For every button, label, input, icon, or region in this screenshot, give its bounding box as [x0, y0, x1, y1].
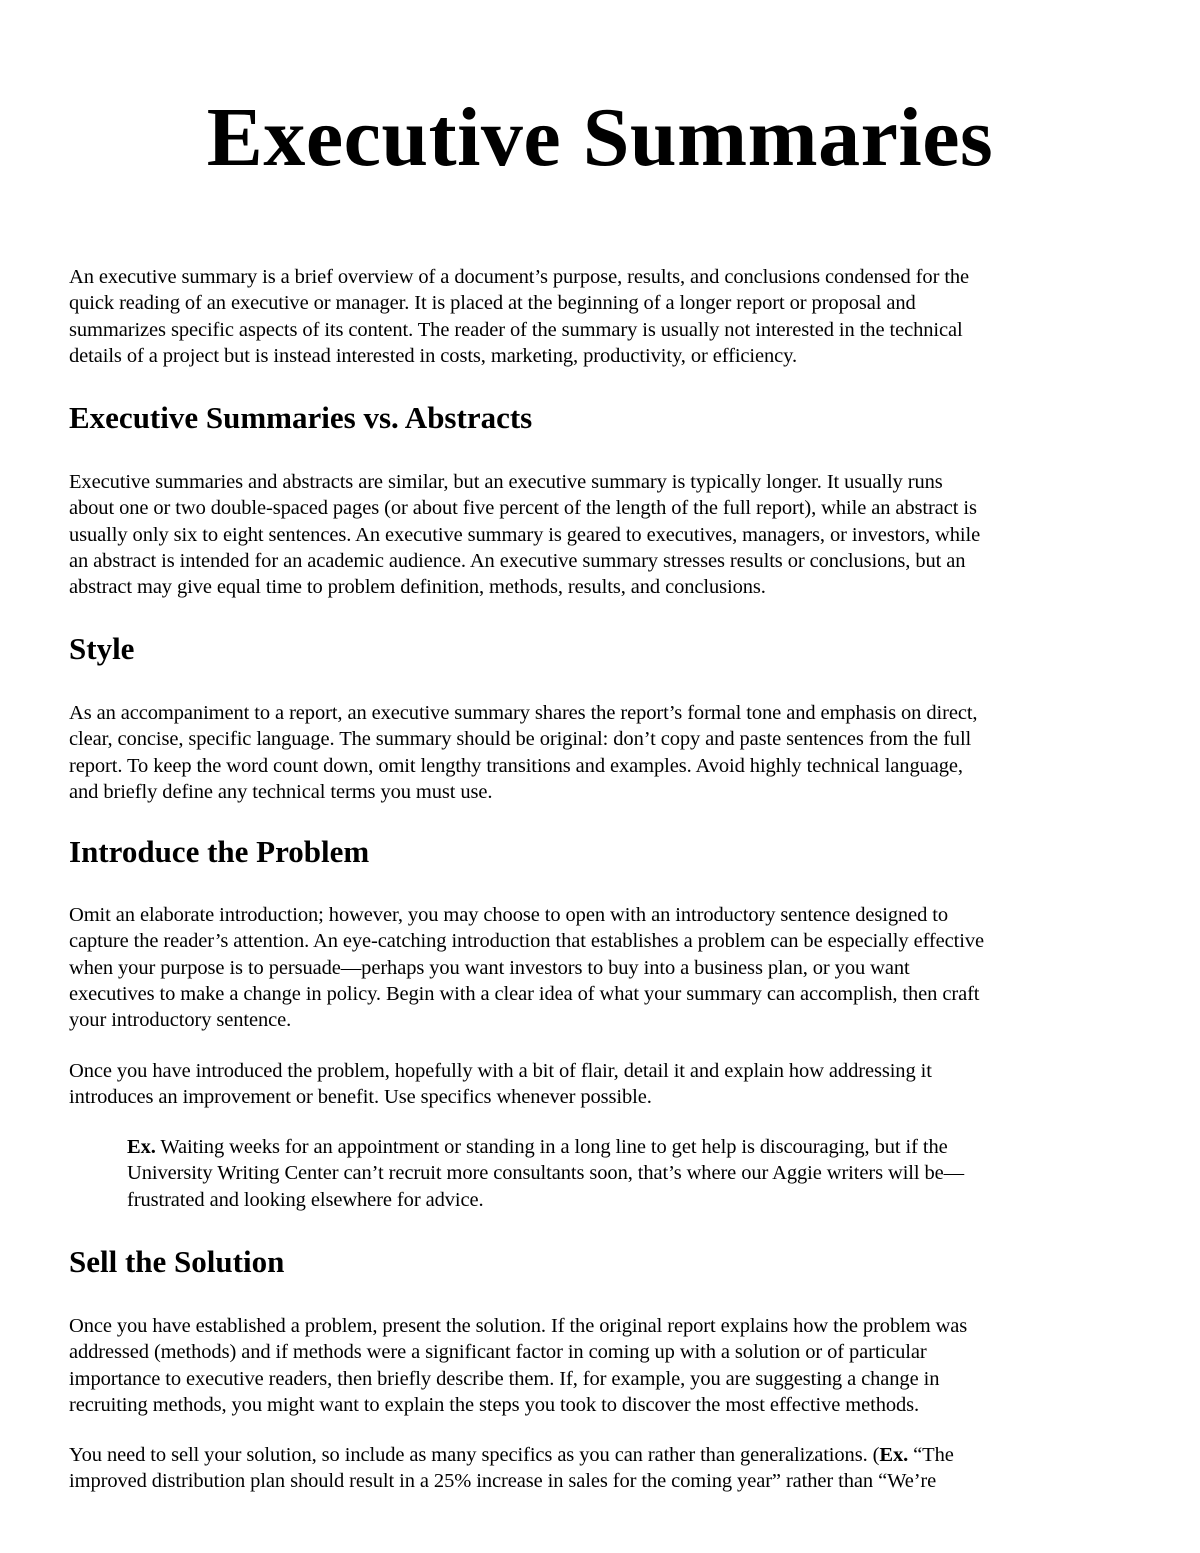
document-title: Executive Summaries [206, 91, 994, 184]
vs-abstracts-paragraph [69, 469, 1159, 600]
example-block [127, 1134, 1167, 1213]
intro-paragraph [69, 264, 1159, 369]
text-line: recruiting methods, you might want to explain the steps you took to discover the most effective methods. [69, 1393, 920, 1416]
text-line [69, 1442, 1159, 1468]
example-label: Ex. [879, 1444, 909, 1466]
text-line: an abstract is intended for an academic audience. An executive summary stresses results or conclusions, but an [69, 549, 966, 572]
text-line: summarizes specific aspects of its content. The reader of the summary is usually not interested in the technical [69, 318, 963, 341]
text-line: details of a project but is instead interested in costs, marketing, productivity, or efficiency. [69, 344, 798, 367]
section-heading-vs-abstracts: Executive Summaries vs. Abstracts [69, 400, 533, 435]
text-line: Once you have established a problem, present the solution. If the original report explains how the problem was [69, 1315, 968, 1337]
section-heading-style: Style [69, 631, 135, 666]
text-line: improved distribution plan should result in a 25% increase in sales for the coming year” rather than “We’re [69, 1470, 937, 1493]
paragraph-text: You need to sell your solution, so include as many specifics as you can rather than generalizations. ( [69, 1444, 880, 1466]
style-paragraph [69, 700, 1159, 805]
text-line: Omit an elaborate introduction; however, you may choose to open with an introductory sentence designed to [69, 904, 949, 926]
example-label: Ex. [127, 1136, 156, 1158]
text-line: frustrated and looking elsewhere for advice. [127, 1188, 484, 1211]
text-line: capture the reader’s attention. An eye-catching introduction that establishes a problem can be especially effective [69, 930, 984, 953]
section-heading-introduce-problem: Introduce the Problem [69, 834, 370, 869]
text-line: addressed (methods) and if methods were a significant factor in coming up with a solution or of particular [69, 1341, 927, 1364]
paragraph-text: “The [908, 1444, 954, 1466]
sell-solution-paragraph-1 [69, 1313, 1159, 1418]
text-line: An executive summary is a brief overview of a document’s purpose, results, and conclusions condensed for the [69, 266, 970, 288]
text-line: University Writing Center can’t recruit more consultants soon, that’s where our Aggie writers will be— [127, 1162, 965, 1185]
text-line: usually only six to eight sentences. An executive summary is geared to executives, managers, or investors, while [69, 523, 981, 546]
introduce-problem-paragraph-2 [69, 1058, 1159, 1111]
sell-solution-paragraph-2 [69, 1442, 1159, 1495]
text-line: quick reading of an executive or manager. It is placed at the beginning of a longer report or proposal and [69, 292, 916, 315]
text-line: and briefly define any technical terms you must use. [69, 780, 493, 803]
text-line: introduces an improvement or benefit. Use specifics whenever possible. [69, 1086, 652, 1109]
text-line: clear, concise, specific language. The summary should be original: don’t copy and paste sentences from the full [69, 728, 972, 751]
text-line: about one or two double-spaced pages (or about five percent of the length of the full report), while an abstract is [69, 497, 977, 520]
example-text: Waiting weeks for an appointment or standing in a long line to get help is discouraging, but if the [155, 1136, 948, 1158]
text-line: when your purpose is to persuade—perhaps you want investors to buy into a business plan, or you want [69, 956, 910, 979]
text-line: Once you have introduced the problem, hopefully with a bit of flair, detail it and explain how addressing it [69, 1060, 932, 1082]
text-line: executives to make a change in policy. Begin with a clear idea of what your summary can accomplish, then craft [69, 982, 980, 1005]
text-line: importance to executive readers, then briefly describe them. If, for example, you are suggesting a change in [69, 1367, 940, 1390]
section-heading-sell-solution: Sell the Solution [69, 1244, 285, 1279]
text-line: Executive summaries and abstracts are similar, but an executive summary is typically longer. It usually runs [69, 471, 943, 493]
text-line [127, 1134, 1167, 1160]
text-line: abstract may give equal time to problem definition, methods, results, and conclusions. [69, 576, 766, 599]
text-line: report. To keep the word count down, omit lengthy transitions and examples. Avoid highly technical language, [69, 754, 963, 777]
text-line: your introductory sentence. [69, 1009, 292, 1032]
text-line: As an accompaniment to a report, an executive summary shares the report’s formal tone and emphasis on direct, [69, 702, 978, 724]
introduce-problem-paragraph-1 [69, 902, 1159, 1033]
